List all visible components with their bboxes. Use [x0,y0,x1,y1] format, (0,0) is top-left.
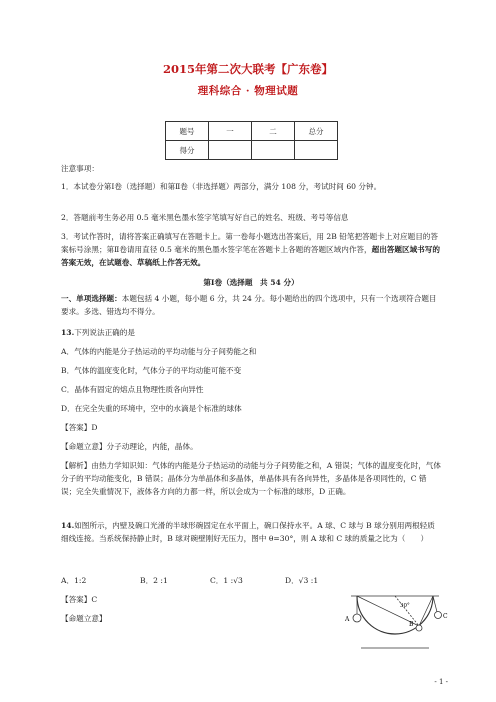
score-cell [209,141,252,160]
score-table-row [166,141,338,160]
section-part-label: 一、单项选择题： [61,294,122,303]
q13-option-b: B．气体的温度变化时，气体分子的平均动能可能不变 [61,366,242,375]
score-table-header-row [166,122,338,141]
string-c [419,596,433,626]
section-part-desc: 本题包括 4 小题，每小题 6 分，共 24 分。每小题给出的四个选项中，只有一个选项符合题目要求。多选、错选均不得分。 [61,294,437,316]
q13-analysis: 【解析】由热力学知识知：气体的内能是分子热运动的动能与分子间势能之和，A 错误；气体的温度变化时，气体分子的平均动能变化，B 错误；晶体分为单晶体和多晶体，单晶体具有各向异性，多晶体是各项同性的，C 错误；完全失重情况下，液体各方向的力都一样，所以会成为一个标准的球形，D 正确。 [61,461,441,496]
q13-stem-text: 下列说法正确的是 [74,328,135,337]
page-number: - 1 - [434,678,448,686]
section-title: 第Ⅰ卷（选择题 共 54 分） [203,278,299,287]
note-item-2: 2．答题前考生务必用 0.5 毫米黑色墨水签字笔填写好自己的姓名、班级、考号等信息 [61,213,349,222]
score-cell [252,141,295,160]
radius-line [395,596,419,626]
q13-number: 13. [61,328,75,337]
note-item-3 [61,230,441,269]
ball-b [416,625,422,631]
q14-stem-text: 如图所示，内壁及碗口光滑的半球形碗固定在水平面上，碗口保持水平。A 球、C 球与 B 球分别用两根轻质细线连接。当系统保持静止时，B 球对碗壁刚好无压力，图中 θ=30°，则 A 球和 C 球的质量之比为（ ） [61,521,435,543]
q13-intent: 【命题立意】分子动理论，内能，晶体。 [61,442,198,451]
q14-number: 14. [61,521,75,530]
q13-stem [61,326,441,339]
q14-intent: 【命题立意】 [61,614,107,623]
q13-option-a: A．气体的内能是分子热运动的平均动能与分子间势能之和 [61,347,257,356]
score-header-cell: 一 [209,122,252,141]
note-item-3-emphasis: 超出答题区域书写的答案无效，在试题卷、草稿纸上作答无效。 [61,245,440,267]
section-instructions [61,292,441,318]
score-header-cell: 二 [252,122,295,141]
q14-option-b: B．2 :1 [140,576,168,585]
q14-option-c: C．1 :√3 [210,576,243,585]
note-item-1: 1．本试卷分第Ⅰ卷（选择题）和第Ⅱ卷（非选择题）两部分，满分 108 分，考试时间 60 分钟。 [61,182,382,191]
ball-a [353,614,361,622]
note-item-3-text: 3．考试作答时，请将答案正确填写在答题卡上。第一卷每小题选出答案后，用 2B 铅笔把答题卡上对应题目的答案标号涂黑；第Ⅱ卷请用直径 0.5 毫米的黑色墨水签字笔在答题卡上各题的答题区域内作答， [61,232,438,254]
label-b: B [409,621,414,628]
score-table [165,121,338,160]
exam-title: 2015年第二次大联考【广东卷】 [162,62,333,76]
q13-option-d: D．在完全失重的环境中，空中的水滴是个标准的球体 [61,404,242,413]
hang-c [433,596,437,612]
bowl-diagram [341,590,449,650]
ball-c [435,612,442,619]
q14-answer: 【答案】C [61,595,98,604]
notes-heading: 注意事项： [61,164,99,173]
score-header-cell: 总分 [295,122,338,141]
q14-option-a: A．1:2 [61,576,87,585]
q13-option-c: C．晶体有固定的熔点且物理性质各向异性 [61,385,204,394]
q14-option-d: D．√3 :1 [285,576,319,585]
score-header-cell: 题号 [166,122,209,141]
exam-subtitle: 理科综合 · 物理试题 [197,85,299,97]
label-c: C [443,613,448,620]
score-row-label: 得分 [166,141,209,160]
q13-answer: 【答案】D [61,423,98,432]
label-a: A [345,616,350,623]
score-cell [295,141,338,160]
label-theta: 30° [400,603,410,609]
q14-stem [61,519,441,545]
